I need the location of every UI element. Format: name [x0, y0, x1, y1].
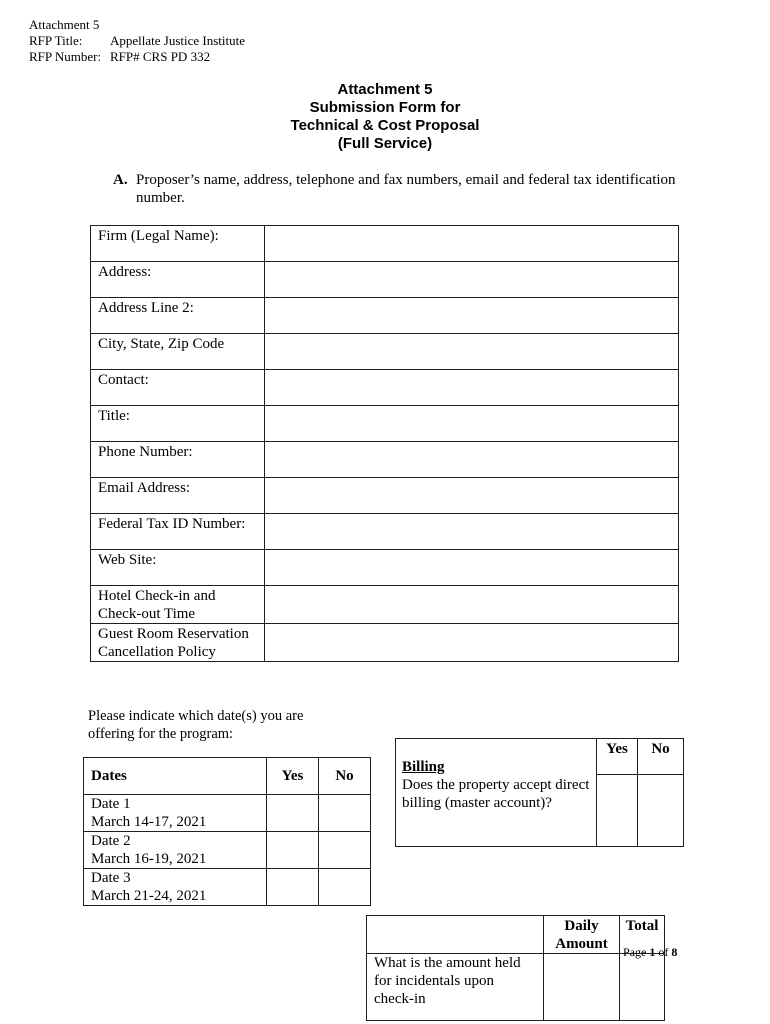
field-row-city-state-zip: [91, 334, 679, 370]
title-line: Attachment 5: [337, 81, 433, 98]
section-a: [113, 171, 683, 207]
field-row-email-address: [91, 478, 679, 514]
title-line: (Full Service): [337, 135, 433, 152]
field-label-email-address: Email Address:: [91, 478, 265, 514]
page-number: [623, 945, 677, 959]
total-header: Total: [620, 916, 665, 954]
field-label-address-line-2: Address Line 2:: [91, 298, 265, 334]
field-input-federal-tax-id[interactable]: [265, 514, 679, 550]
billing-question-cell: [396, 739, 597, 847]
document-header: [29, 17, 245, 65]
field-input-phone-number[interactable]: [265, 442, 679, 478]
dates-table: [83, 757, 371, 906]
title-line: Technical & Cost Proposal: [290, 117, 480, 134]
billing-header-row: [396, 739, 684, 775]
rfp-title-value: Appellate Justice Institute: [110, 33, 246, 48]
billing-heading: Billing: [402, 759, 445, 775]
page-of: of: [658, 945, 669, 959]
field-row-address: [91, 262, 679, 298]
field-row-hotel-check-in-out: [91, 586, 679, 624]
field-input-email-address[interactable]: [265, 478, 679, 514]
rfp-number-value: RFP# CRS PD 332: [110, 49, 211, 64]
rfp-title-line: [29, 33, 245, 49]
cost-row: [367, 954, 665, 1021]
field-row-web-site: [91, 550, 679, 586]
field-input-address[interactable]: [265, 262, 679, 298]
date-cell: [84, 795, 267, 832]
date-name: Date 2: [91, 833, 131, 849]
date-row: [84, 832, 371, 869]
billing-yes-cell[interactable]: [597, 775, 638, 847]
field-input-title[interactable]: [265, 406, 679, 442]
date-2-no-cell[interactable]: [319, 832, 371, 869]
proposer-info-table: [90, 225, 679, 662]
field-row-cancellation-policy: [91, 624, 679, 662]
incidentals-daily-amount-cell[interactable]: [544, 954, 620, 1021]
date-range: March 14-17, 2021: [91, 814, 207, 830]
field-row-federal-tax-id: [91, 514, 679, 550]
date-3-no-cell[interactable]: [319, 869, 371, 906]
field-row-address-line-2: [91, 298, 679, 334]
yes-column-header: Yes: [267, 758, 319, 795]
field-input-cancellation-policy[interactable]: [265, 624, 679, 662]
rfp-number-line: [29, 49, 245, 65]
section-a-marker: A.: [113, 172, 128, 188]
field-label-hotel-check-in-out: Hotel Check-in and Check-out Time: [91, 586, 265, 624]
dates-column-header: Dates: [84, 758, 267, 795]
billing-question: Does the property accept direct billing (master account)?: [402, 777, 590, 811]
date-row: [84, 795, 371, 832]
dates-prompt: Please indicate which date(s) you are offering for the program:: [88, 708, 304, 742]
date-3-yes-cell[interactable]: [267, 869, 319, 906]
date-2-yes-cell[interactable]: [267, 832, 319, 869]
field-input-web-site[interactable]: [265, 550, 679, 586]
field-input-firm-legal-name[interactable]: [265, 226, 679, 262]
page-label: Page: [623, 945, 647, 959]
field-input-contact[interactable]: [265, 370, 679, 406]
date-1-no-cell[interactable]: [319, 795, 371, 832]
field-label-cancellation-policy: Guest Room Reservation Cancellation Policy: [91, 624, 265, 662]
daily-amount-header: Daily Amount: [544, 916, 620, 954]
field-label-phone-number: Phone Number:: [91, 442, 265, 478]
date-row: [84, 869, 371, 906]
field-label-contact: Contact:: [91, 370, 265, 406]
dates-header-row: [84, 758, 371, 795]
date-cell: [84, 869, 267, 906]
cost-blank-header: [367, 916, 544, 954]
field-row-phone-number: [91, 442, 679, 478]
field-row-firm-legal-name: [91, 226, 679, 262]
cost-header-row: [367, 916, 665, 954]
billing-table: [395, 738, 684, 847]
cost-table: [366, 915, 665, 1021]
date-1-yes-cell[interactable]: [267, 795, 319, 832]
field-label-federal-tax-id: Federal Tax ID Number:: [91, 514, 265, 550]
rfp-number-label: RFP Number:: [29, 49, 102, 64]
billing-no-header: No: [638, 739, 684, 775]
field-input-address-line-2[interactable]: [265, 298, 679, 334]
date-range: March 21-24, 2021: [91, 888, 207, 904]
title-line: Submission Form for: [309, 99, 461, 116]
field-row-contact: [91, 370, 679, 406]
rfp-title-label: RFP Title:: [29, 33, 83, 48]
billing-no-cell[interactable]: [638, 775, 684, 847]
field-input-hotel-check-in-out[interactable]: [265, 586, 679, 624]
attachment-label: Attachment 5: [29, 17, 100, 32]
page-title: [0, 81, 770, 153]
incidentals-total-cell[interactable]: [620, 954, 665, 1021]
section-a-instructions: Proposer’s name, address, telephone and fax numbers, email and federal tax identification number.: [136, 172, 676, 206]
date-name: Date 3: [91, 870, 131, 886]
no-column-header: No: [319, 758, 371, 795]
field-input-city-state-zip[interactable]: [265, 334, 679, 370]
field-label-city-state-zip: City, State, Zip Code: [91, 334, 265, 370]
field-row-title: [91, 406, 679, 442]
date-cell: [84, 832, 267, 869]
incidentals-question: What is the amount held for incidentals upon check-in: [367, 954, 544, 1021]
field-label-firm-legal-name: Firm (Legal Name):: [91, 226, 265, 262]
billing-yes-header: Yes: [597, 739, 638, 775]
field-label-address: Address:: [91, 262, 265, 298]
page-total: 8: [671, 945, 678, 959]
date-range: March 16-19, 2021: [91, 851, 207, 867]
field-label-title: Title:: [91, 406, 265, 442]
page-current: 1: [649, 945, 656, 959]
date-name: Date 1: [91, 796, 131, 812]
field-label-web-site: Web Site:: [91, 550, 265, 586]
